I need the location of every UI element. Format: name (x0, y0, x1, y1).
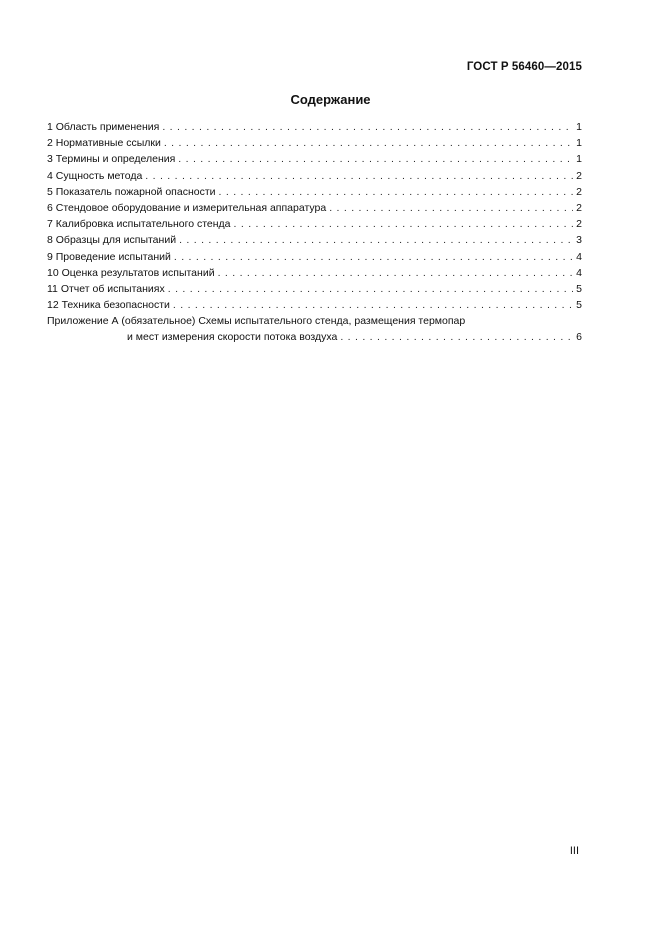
toc-entry[interactable] (47, 151, 582, 167)
toc-dot-leader (340, 329, 573, 345)
toc-dot-leader (168, 281, 573, 297)
toc-entry-label: 11 Отчет об испытаниях (47, 282, 165, 295)
toc-entry-label: 2 Нормативные ссылки (47, 137, 161, 150)
toc-entry-label: 6 Стендовое оборудование и измерительная аппаратура (47, 201, 327, 214)
toc-entry-label: 3 Термины и определения (47, 153, 176, 166)
toc-dot-leader (178, 151, 573, 167)
toc-entry[interactable] (47, 249, 582, 265)
toc-entry-page: 3 (576, 234, 582, 247)
toc-entry[interactable] (47, 265, 582, 281)
toc-dot-leader (179, 232, 573, 248)
page-number: III (569, 845, 579, 857)
toc-entry-label: 8 Образцы для испытаний (47, 234, 177, 247)
toc-entry-page: 1 (576, 121, 582, 133)
toc-entry-label: 12 Техника безопасности (47, 299, 170, 312)
toc-entry-page: 4 (576, 250, 582, 263)
toc-dot-leader (174, 249, 573, 265)
toc-entry-page: 2 (576, 218, 582, 231)
toc-entry[interactable] (47, 281, 582, 297)
toc-entry-page: 2 (576, 201, 582, 214)
standard-id: ГОСТ Р 56460—2015 (466, 61, 582, 73)
toc-appendix-title: Приложение А (обязательное) Схемы испытательного стенда, размещения термопар (47, 315, 466, 328)
toc-entry[interactable] (47, 200, 582, 216)
toc-appendix-label: и мест измерения скорости потока воздуха (127, 331, 338, 344)
toc-dot-leader (162, 119, 573, 135)
toc-appendix-page: 6 (576, 331, 582, 344)
toc-entry-page: 5 (576, 282, 582, 295)
toc-entry-label: 10 Оценка результатов испытаний (47, 266, 215, 279)
toc-title: Содержание (290, 92, 371, 107)
toc-entry-label: 9 Проведение испытаний (47, 250, 171, 263)
toc-entry-page: 4 (576, 266, 582, 279)
toc-entry[interactable] (47, 297, 582, 313)
toc-dot-leader (234, 216, 573, 232)
toc-entry[interactable] (47, 216, 582, 232)
toc-entry-label: 5 Показатель пожарной опасности (47, 185, 216, 198)
toc-entry-page: 5 (576, 299, 582, 312)
toc-entry[interactable] (47, 119, 582, 135)
toc-entry-page: 1 (576, 153, 582, 166)
toc-dot-leader (164, 135, 573, 151)
toc-entry-label: 4 Сущность метода (47, 169, 143, 182)
toc-dot-leader (219, 184, 573, 200)
toc-entry-page: 1 (576, 137, 582, 150)
toc-dot-leader (218, 265, 573, 281)
table-of-contents (47, 119, 582, 346)
toc-entry-label: 1 Область применения (47, 121, 160, 133)
toc-entry[interactable] (47, 168, 582, 184)
toc-entry-page: 2 (576, 185, 582, 198)
toc-entry-page: 2 (576, 169, 582, 182)
toc-entry[interactable] (47, 232, 582, 248)
toc-entry[interactable] (47, 184, 582, 200)
toc-dot-leader (329, 200, 573, 216)
toc-dot-leader (145, 168, 573, 184)
toc-entry-label: 7 Калибровка испытательного стенда (47, 218, 231, 231)
toc-appendix-continuation (47, 329, 582, 345)
toc-entry[interactable] (47, 135, 582, 151)
toc-appendix-entry[interactable] (47, 313, 582, 345)
toc-dot-leader (173, 297, 573, 313)
